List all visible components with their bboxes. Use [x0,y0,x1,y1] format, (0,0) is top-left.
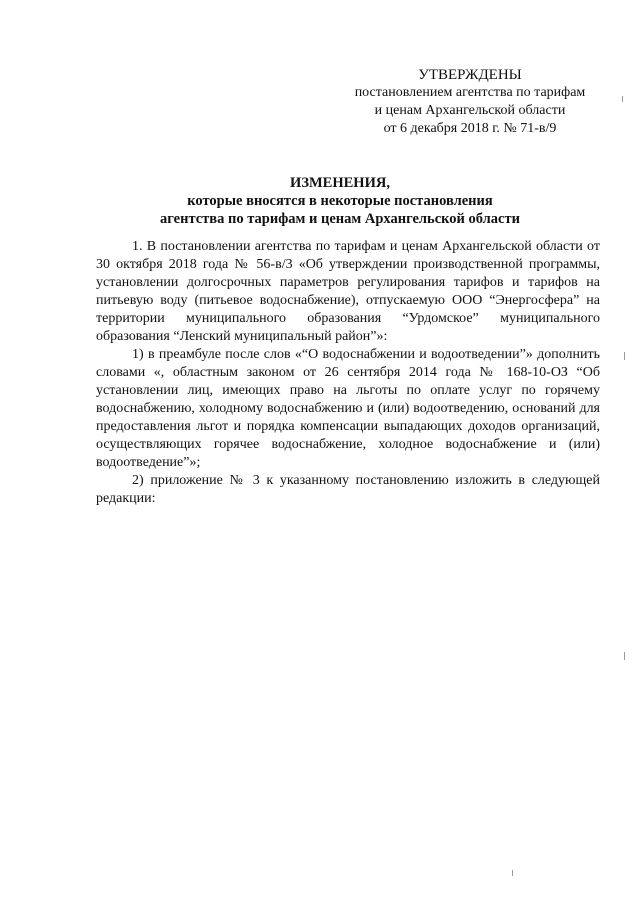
approval-line-2: и ценам Архангельской области [374,103,566,118]
paragraph-1: 1. В постановлении агентства по тарифам и ценам Архангельской области от 30 октября 2018 года № 56-в/3 «Об утверждении производственной программы, установлении долгосрочных параметров регулирования тарифов и тарифов на питьевую воду (питьевое водоснабжение), отпускаемую ООО “Энергосфера” на территории муниципального образования “Урдомское” муниципального образования “Ленский муниципальный район”»: [96,239,600,344]
approval-line-1: постановлением агентства по тарифам [354,85,586,100]
scan-artifact-mark [624,352,625,360]
paragraph-3: 2) приложение № 3 к указанному постановлению изложить в следующей редакции: [96,473,600,506]
title-sub-2: агентства по тарифам и ценам Архангельской области [160,211,520,227]
title-main: ИЗМЕНЕНИЯ, [290,175,390,191]
approval-line-3: от 6 декабря 2018 г. № 71-в/9 [383,121,557,136]
document-body [96,238,600,508]
scan-artifact-mark [624,652,625,660]
approval-block [340,66,600,138]
paragraph-2: 1) в преамбуле после слов «“О водоснабжении и водоотведении”» дополнить словами «, областным законом от 26 сентября 2014 года № 168-10-ОЗ “Об установлении лиц, имеющих право на льготы по оплате услуг по горячему водоснабжению, холодному водоснабжению и (или) водоотведению, оснований для предоставления льгот и порядка компенсации выпадающих доходов организаций, осуществляющих горячее водоснабжение, холодное водоснабжение и (или) водоотведение”»; [96,347,600,470]
scan-artifact-mark [622,96,623,102]
document-title [120,174,560,228]
approval-heading: УТВЕРЖДЕНЫ [418,67,522,83]
scan-artifact-mark [512,870,513,876]
title-sub-1: которые вносятся в некоторые постановления [187,193,493,209]
